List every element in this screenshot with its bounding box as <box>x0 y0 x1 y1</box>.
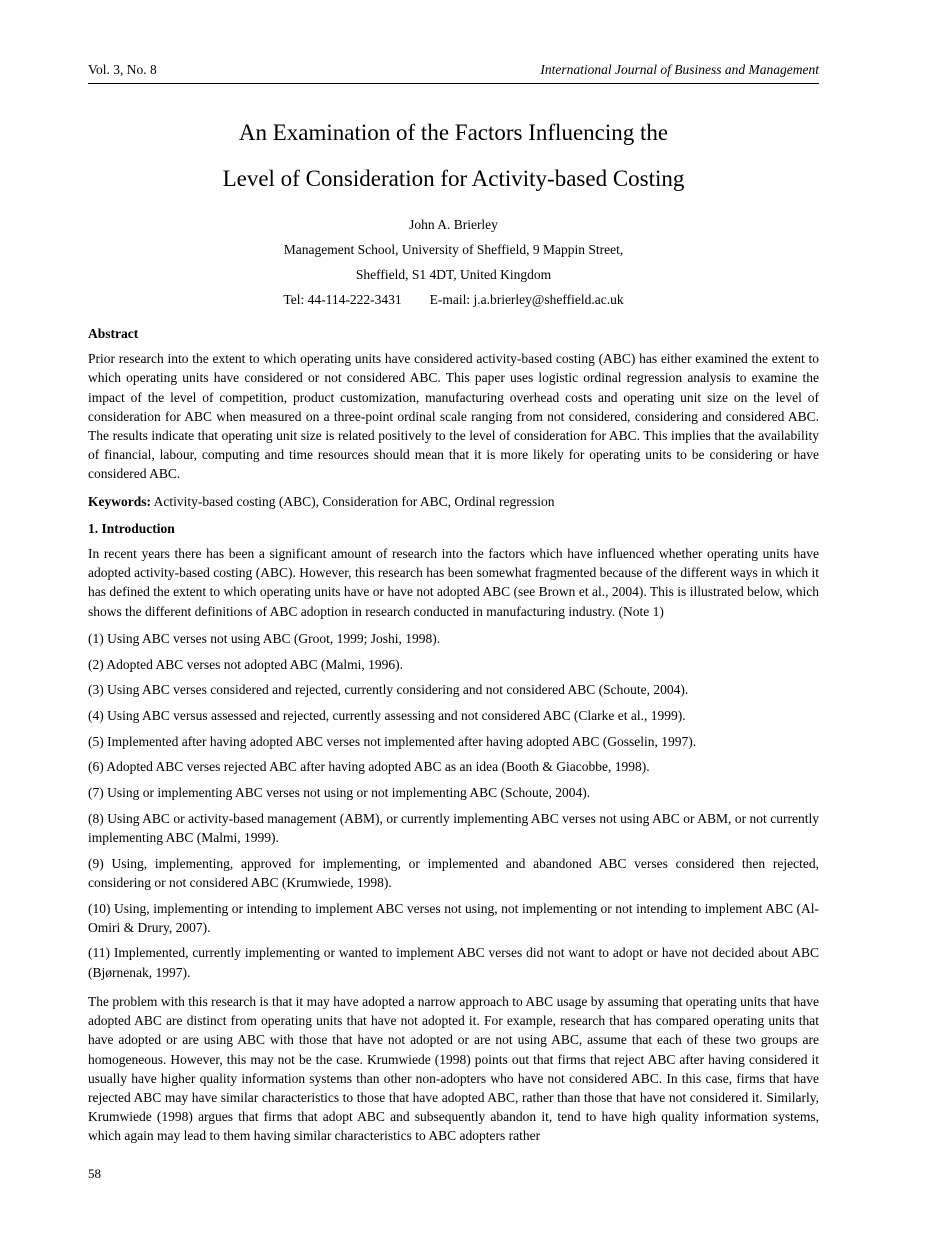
author-affiliation-line-1: Management School, University of Sheffield, 9 Mappin Street, <box>283 242 624 257</box>
definition-item: (11) Implemented, currently implementing or wanted to implement ABC verses did not want to adopt or have not decided about ABC (Bjørnenak, 1997). <box>88 945 819 980</box>
author-tel: Tel: 44-114-222-3431 <box>283 292 402 307</box>
definition-item: (9) Using, implementing, approved for implementing, or implemented and abandoned ABC verses considered then rejected, considering or not considered ABC (Krumwiede, 1998). <box>88 855 819 890</box>
page-content <box>88 62 819 1154</box>
introduction-paragraph-1: In recent years there has been a significant amount of research into the factors which have influenced whether operating units have adopted activity-based costing (ABC). However, this research has been somewhat fragmented because of the different ways in which it has defined the extent to which operating units have or have not adopted ABC (see Brown et al., 2004). This is illustrated below, which shows the different definitions of ABC adoption in research conducted in manufacturing industry. (Note 1) <box>88 546 819 619</box>
journal-name: International Journal of Business and Management <box>540 62 819 77</box>
page-number: 58 <box>88 1166 101 1181</box>
author-email: E-mail: j.a.brierley@sheffield.ac.uk <box>429 292 624 307</box>
paper-body <box>88 324 819 1146</box>
title-block <box>88 110 819 202</box>
author-name: John A. Brierley <box>409 217 498 232</box>
keywords-text: Activity-based costing (ABC), Consideration for ABC, Ordinal regression <box>151 493 555 509</box>
definition-item: (3) Using ABC verses considered and rejected, currently considering and not considered ABC (Schoute, 2004). <box>88 682 689 698</box>
definition-item: (4) Using ABC versus assessed and rejected, currently assessing and not considered ABC (Clarke et al., 1999). <box>88 707 686 723</box>
paper-title-line-2: Level of Consideration for Activity-based Costing <box>222 166 685 191</box>
author-block <box>88 212 819 312</box>
definition-item: (7) Using or implementing ABC verses not using or not implementing ABC (Schoute, 2004). <box>88 785 591 801</box>
definition-item: (8) Using ABC or activity-based management (ABM), or currently implementing ABC verses not using ABC or ABM, or not currently implementing ABC (Malmi, 1999). <box>88 810 819 845</box>
definition-item: (2) Adopted ABC verses not adopted ABC (Malmi, 1996). <box>88 656 403 672</box>
keywords-line <box>88 492 819 511</box>
introduction-paragraph-2: The problem with this research is that it may have adopted a narrow approach to ABC usage by assuming that operating units that have adopted ABC are distinct from operating units that have not adopted it. For example, research that has compared operating units that have adopted or are using ABC with those that have not adopted or are not using ABC, assume that each of these two groups are homogeneous. However, this may not be the case. Krumwiede (1998) points out that firms that reject ABC after having considered it usually have higher quality information systems than other non-adopters who have not considered ABC. In this case, firms that have rejected ABC may have similar characteristics to those that have adopted ABC, rather than those that have not considered it. Similarly, Krumwiede (1998) argues that firms that adopt ABC and subsequently abandon it, tend to have high quality information systems, which again may lead to them having similar characteristics to ABC adopters rather <box>88 993 819 1144</box>
volume-issue: Vol. 3, No. 8 <box>88 62 157 77</box>
abstract-text: Prior research into the extent to which operating units have considered activity-based costing (ABC) has either examined the extent to which operating units have considered or not considered ABC. This paper uses logistic ordinal regression analysis to examine the impact of the level of competition, product customization, manufacturing overhead costs and operating unit size on the level of consideration for ABC when measured on a three-point ordinal scale ranging from not considered, considering and considered ABC. The results indicate that operating unit size is related positively to the level of consideration for ABC. This implies that the availability of financial, labour, computing and time resources should mean that it is more likely for operating units to be considering or have considered ABC. <box>88 351 819 482</box>
abstract-heading: Abstract <box>88 326 139 341</box>
running-head <box>88 62 819 84</box>
keywords-label: Keywords: <box>88 493 151 509</box>
introduction-heading: 1. Introduction <box>88 520 175 536</box>
definition-item: (6) Adopted ABC verses rejected ABC after having adopted ABC as an idea (Booth & Giacobbe, 1998). <box>88 759 650 775</box>
author-affiliation-line-2: Sheffield, S1 4DT, United Kingdom <box>355 267 552 282</box>
definition-item: (10) Using, implementing or intending to implement ABC verses not using, not implementing or not intending to implement ABC (Al-Omiri & Drury, 2007). <box>88 900 819 935</box>
definition-item: (5) Implemented after having adopted ABC verses not implemented after having adopted ABC (Gosselin, 1997). <box>88 733 697 749</box>
definition-item: (1) Using ABC verses not using ABC (Groot, 1999; Joshi, 1998). <box>88 630 441 646</box>
paper-title-line-1: An Examination of the Factors Influencing the <box>238 120 669 145</box>
author-contact-line <box>88 287 819 312</box>
